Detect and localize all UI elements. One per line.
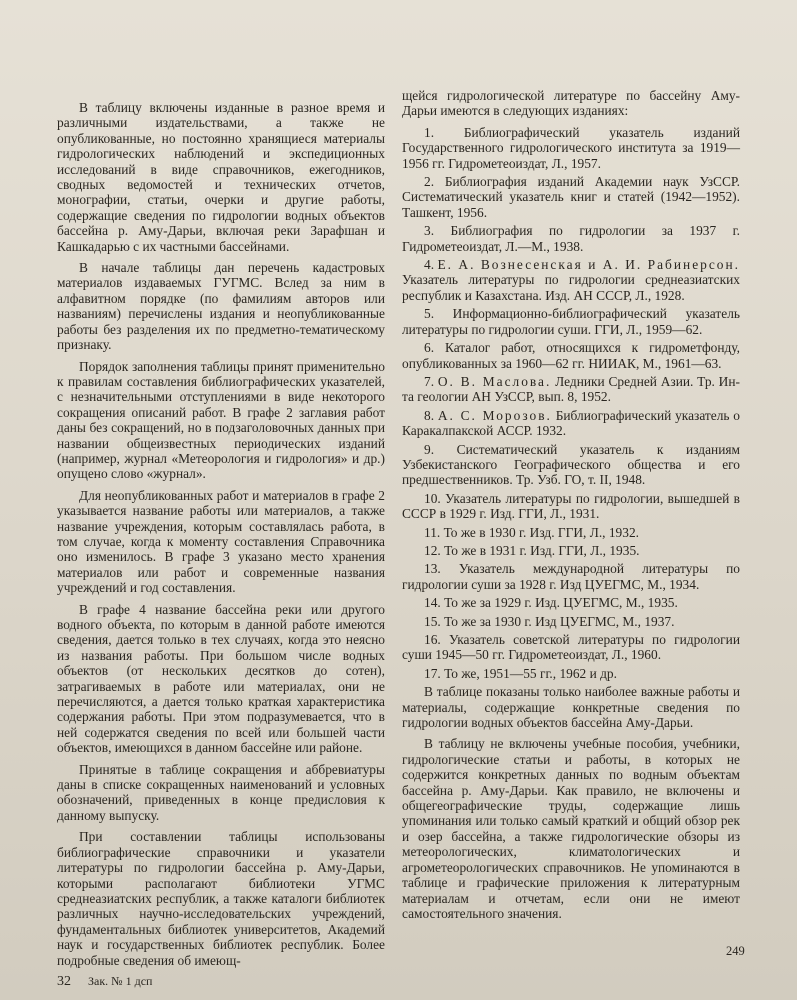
item-text: Библиография изданий Академии наук УзССР. Систематический указатель книг и статей (1942—1952). Ташкент, 1956. [402, 174, 740, 220]
item-number: 14. [424, 595, 441, 611]
item-text: Указатель советской литературы по гидрологии суши 1945—50 гг. Гидрометеоиздат, Л., 1960. [402, 632, 740, 663]
item-text: То же за 1929 г. Изд. ЦУЕГМС, М., 1935. [444, 595, 678, 611]
item-text: Библиография по гидрологии за 1937 г. Гидрометеоиздат, Л.—М., 1938. [402, 223, 740, 254]
paragraph: В начале таблицы дан перечень кадастровых материалов издаваемых ГУГМС. Вслед за ним в алфавитном порядке (по фамилиям авторов или названиям) перечислены издания и неопубликованные работы без разделения их по предметно-тематическому признаку. [57, 260, 385, 353]
paragraph: Порядок заполнения таблицы принят применительно к правилам составления библиографических указателей, с незначительными отступлениями в виде некоторого сокращения описаний работ. В графе 2 заглавия работ даны без сокращений, но в подзаголовочных данных при названии общеизвестных периодических изданий (например, журнал «Метеорология и гидрология» и др.) опущено слово «журнал». [57, 358, 385, 482]
item-number: 13. [424, 561, 441, 577]
right-column [402, 88, 740, 927]
left-column [57, 100, 385, 974]
paragraph-continuation: щейся гидрологической литературе по бассейну Аму-Дарьи имеются в следующих изданиях: [402, 88, 740, 119]
paragraph: В таблицу включены изданные в разное время и различными издательствами, а также не опубликованные, но постоянно хранящиеся материалы гидрологических наблюдений и экспедиционных исследований в виде справочников, ежегодников, сводных ведомостей и технических отчетов, монографии, статьи, очерки и другие работы, содержащие сведения по гидрологии водных объектов бассейна р. Аму-Дарьи, включая реки Зарафшан и Кашкадарью с их частными бассейнами. [57, 100, 385, 254]
item-number: 3. [424, 223, 435, 239]
paragraph: При составлении таблицы использованы библиографические справочники и указатели литературы по гидрологии бассейна р. Аму-Дарьи, которыми располагают библиотеки УГМС среднеазиатских республик, а также каталоги библиотек различных научно-исследовательских учреждений, фундаментальных библиотек университетов, Академий наук и государственных библиотек республик. Более подробные сведения об имеющ- [57, 829, 385, 968]
item-number: 2. [424, 174, 435, 190]
order-note: Зак. № 1 дсп [88, 974, 153, 988]
item-text: То же за 1930 г. Изд ЦУЕГМС, М., 1937. [444, 613, 675, 629]
bibliography-list [402, 125, 740, 681]
bibliography-item [402, 374, 740, 405]
left-page-number: 32 [57, 974, 71, 989]
bibliography-item [402, 306, 740, 337]
item-text: Указатель литературы по гидрологии среднеазиатских республик и Казахстана. Изд. АН СССР, Л., 1928. [402, 272, 740, 303]
item-number: 9. [424, 441, 435, 457]
item-number: 10. [424, 490, 441, 506]
paragraph: В графе 4 название бассейна реки или другого водного объекта, по которым в данной работе имеются сведения, дается только в тех случаях, когда это неясно из названия работы. При большом числе водных объектов (от нескольких десятков до сотен), затрагиваемых в работе или материалах, они не перечисляются, а дается только краткая характеристика содержания работы. При этом подразумевается, что в ней содержатся сведения по всей или большей части объектов, имеющихся в данном бассейне или районе. [57, 601, 385, 756]
bibliography-item [402, 491, 740, 522]
item-number: 5. [424, 306, 435, 322]
paragraph: В таблицу не включены учебные пособия, учебники, гидрологические статьи и работы, в которых не содержится конкретных данных по водным объектам бассейна р. Аму-Дарьи. Как правило, не включены и общегеографические труды, содержащие лишь упоминания или только самый краткий и общий обзор рек и озер бассейна, а также гидрологические обзоры из метеорологических, климатологических и агрометеорологических справочников. Не упоминаются в таблице и графические приложения к литературным материалам и отчетам, если они не имеют самостоятельного значения. [402, 736, 740, 921]
item-text: То же, 1951—55 гг., 1962 и др. [444, 665, 617, 681]
item-number: 6. [424, 340, 435, 356]
paragraph: Принятые в таблице сокращения и аббревиатуры даны в списке сокращенных наименований и условных обозначений, приведенных в конце предисловия к данному выпуску. [57, 761, 385, 823]
bibliography-item [402, 614, 740, 629]
item-authors: О. В. Маслова. [437, 373, 552, 389]
item-authors: А. С. Морозов. [437, 407, 552, 423]
bibliography-item [402, 632, 740, 663]
bibliography-item [402, 442, 740, 488]
bibliography-item [402, 125, 740, 171]
bibliography-item [402, 525, 740, 540]
bibliography-item [402, 666, 740, 681]
item-number: 12. [424, 542, 441, 558]
bibliography-item [402, 408, 740, 439]
bibliography-item [402, 340, 740, 371]
item-authors: Е. А. Вознесенская и А. И. Рабинерсон. [437, 257, 740, 273]
item-text: Библиографический указатель изданий Государственного гидрологического института за 1919—1956 гг. Гидрометеоиздат, Л., 1957. [402, 124, 740, 171]
item-text: Библиографический указатель о Каракалпакской АССР. 1932. [402, 407, 740, 439]
item-number: 8. [424, 407, 435, 423]
bibliography-item [402, 174, 740, 220]
item-number: 1. [424, 124, 435, 140]
item-text: То же в 1930 г. Изд. ГГИ, Л., 1932. [443, 524, 639, 540]
item-number: 11. [424, 524, 441, 540]
bibliography-item [402, 223, 740, 254]
item-text: Систематический указатель к изданиям Узбекистанского Географического общества и его предшественников. Тр. Узб. ГО, т. II, 1948. [402, 441, 740, 488]
right-page-number: 249 [726, 944, 745, 958]
paragraph: Для неопубликованных работ и материалов в графе 2 указывается название работы или материалов, а также название учреждения, которым составлялась работа, в том случае, когда к моменту составления Справочника оно изменилось. В графе 3 указано место хранения материалов или работ и современные названия учреждений и год составления. [57, 487, 385, 596]
bibliography-item [402, 595, 740, 610]
bibliography-item [402, 543, 740, 558]
item-number: 7. [424, 373, 435, 389]
paragraph: В таблице показаны только наиболее важные работы и материалы, содержащие конкретные сведения по гидрологии водных объектов бассейна Аму-Дарьи. [402, 684, 740, 731]
item-text: Ледники Средней Азии. Тр. Ин-та геологии АН УзССР, вып. 8, 1952. [402, 373, 740, 405]
item-text: Указатель международной литературы по гидрологии суши за 1928 г. Изд ЦУЕГМС, М., 1934. [402, 561, 740, 592]
bibliography-item [402, 257, 740, 303]
left-page-footer [57, 974, 152, 990]
item-number: 15. [424, 613, 441, 629]
bibliography-item [402, 561, 740, 592]
item-number: 17. [424, 665, 441, 681]
item-text: Каталог работ, относящихся к гидрометфонду, опубликованных за 1960—62 гг. НИИАК, М., 1961—63. [402, 340, 740, 371]
item-text: Информационно-библиографический указатель литературы по гидрологии суши. ГГИ, Л., 1959—62. [402, 306, 740, 337]
item-text: Указатель литературы по гидрологии, вышедшей в СССР в 1929 г. Изд. ГГИ, Л., 1931. [402, 490, 740, 522]
item-number: 16. [424, 632, 441, 647]
item-text: То же в 1931 г. Изд. ГГИ, Л., 1935. [444, 542, 640, 558]
item-number: 4. [424, 257, 435, 273]
